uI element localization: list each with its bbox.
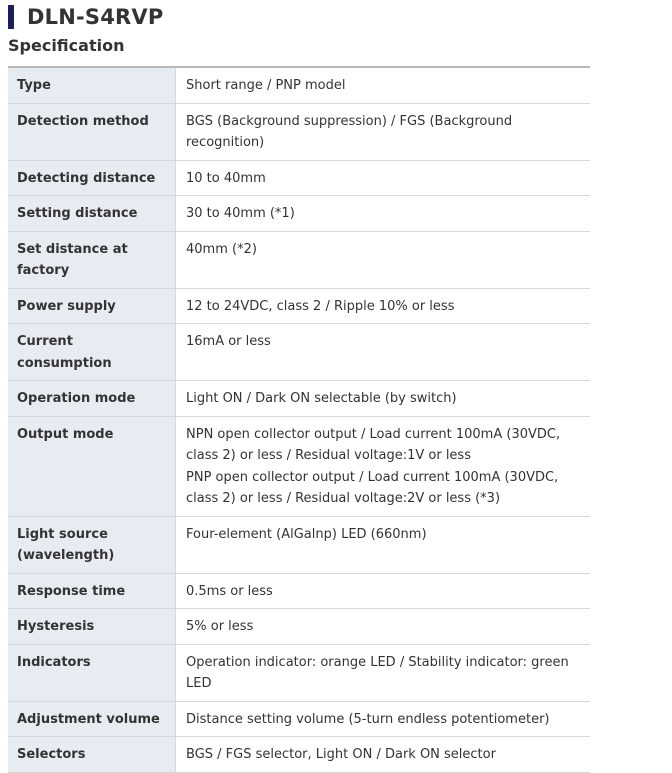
spec-row (8, 67, 590, 103)
page-title: DLN-S4RVP (27, 5, 164, 29)
spec-value (176, 701, 591, 737)
spec-value-line: Short range / PNP model (186, 78, 346, 93)
spec-value-line: Distance setting volume (5-turn endless potentiometer) (186, 711, 550, 727)
spec-value (176, 288, 591, 324)
spec-row (8, 609, 590, 645)
spec-value-line: 5% or less (186, 619, 254, 634)
spec-row (8, 103, 590, 160)
spec-row (8, 573, 590, 609)
spec-row (8, 381, 590, 417)
spec-label: Output mode (8, 416, 176, 516)
spec-value-line: 16mA or less (186, 334, 271, 349)
spec-row (8, 737, 590, 773)
spec-label: Setting distance (8, 196, 176, 232)
spec-value (176, 644, 591, 701)
spec-value-line: Light ON / Dark ON selectable (by switch) (186, 391, 457, 406)
specification-table (8, 66, 590, 773)
spec-row (8, 516, 590, 573)
section-title: Specification (8, 36, 125, 55)
spec-label: Detecting distance (8, 160, 176, 196)
spec-value (176, 737, 591, 773)
spec-row (8, 231, 590, 288)
spec-value-line: 40mm (*2) (186, 241, 257, 257)
spec-value-line: NPN open collector output / Load current 100mA (30VDC, class 2) or less / Residual voltage:1V or less (186, 426, 561, 463)
spec-value (176, 609, 591, 645)
spec-value (176, 160, 591, 196)
spec-value (176, 231, 591, 288)
spec-value-line: BGS / FGS selector, Light ON / Dark ON selector (186, 747, 496, 762)
spec-value-line: Operation indicator: orange LED / Stability indicator: green LED (186, 654, 569, 691)
spec-value-line: Four-element (AlGalnp) LED (660nm) (186, 526, 427, 542)
spec-row (8, 160, 590, 196)
spec-label: Operation mode (8, 381, 176, 417)
spec-value-line: 0.5ms or less (186, 583, 273, 599)
spec-label: Detection method (8, 103, 176, 160)
spec-value (176, 416, 591, 516)
spec-value-line: 10 to 40mm (186, 170, 266, 186)
spec-row (8, 196, 590, 232)
page-header (8, 3, 163, 31)
spec-value-line: 12 to 24VDC, class 2 / Ripple 10% or less (186, 298, 455, 314)
spec-row (8, 701, 590, 737)
spec-value-line: PNP open collector output / Load current 100mA (30VDC, class 2) or less / Residual voltage:2V or less (*3) (186, 469, 559, 506)
spec-label: Current consumption (8, 324, 176, 381)
spec-label: Adjustment volume (8, 701, 176, 737)
title-accent-bar (8, 5, 14, 29)
spec-value (176, 381, 591, 417)
spec-label: Selectors (8, 737, 176, 773)
spec-label: Set distance at factory (8, 231, 176, 288)
spec-value (176, 103, 591, 160)
spec-value (176, 516, 591, 573)
spec-label: Response time (8, 573, 176, 609)
spec-label: Indicators (8, 644, 176, 701)
spec-value (176, 67, 591, 103)
spec-row (8, 644, 590, 701)
spec-value-line: BGS (Background suppression) / FGS (Background recognition) (186, 113, 513, 150)
spec-label: Light source (wavelength) (8, 516, 176, 573)
specification-table-body (8, 67, 590, 772)
spec-value (176, 573, 591, 609)
spec-value (176, 196, 591, 232)
spec-row (8, 288, 590, 324)
spec-value (176, 324, 591, 381)
spec-row (8, 416, 590, 516)
spec-label: Hysteresis (8, 609, 176, 645)
spec-label: Power supply (8, 288, 176, 324)
spec-label: Type (8, 67, 176, 103)
spec-row (8, 324, 590, 381)
spec-value-line: 30 to 40mm (*1) (186, 206, 295, 221)
